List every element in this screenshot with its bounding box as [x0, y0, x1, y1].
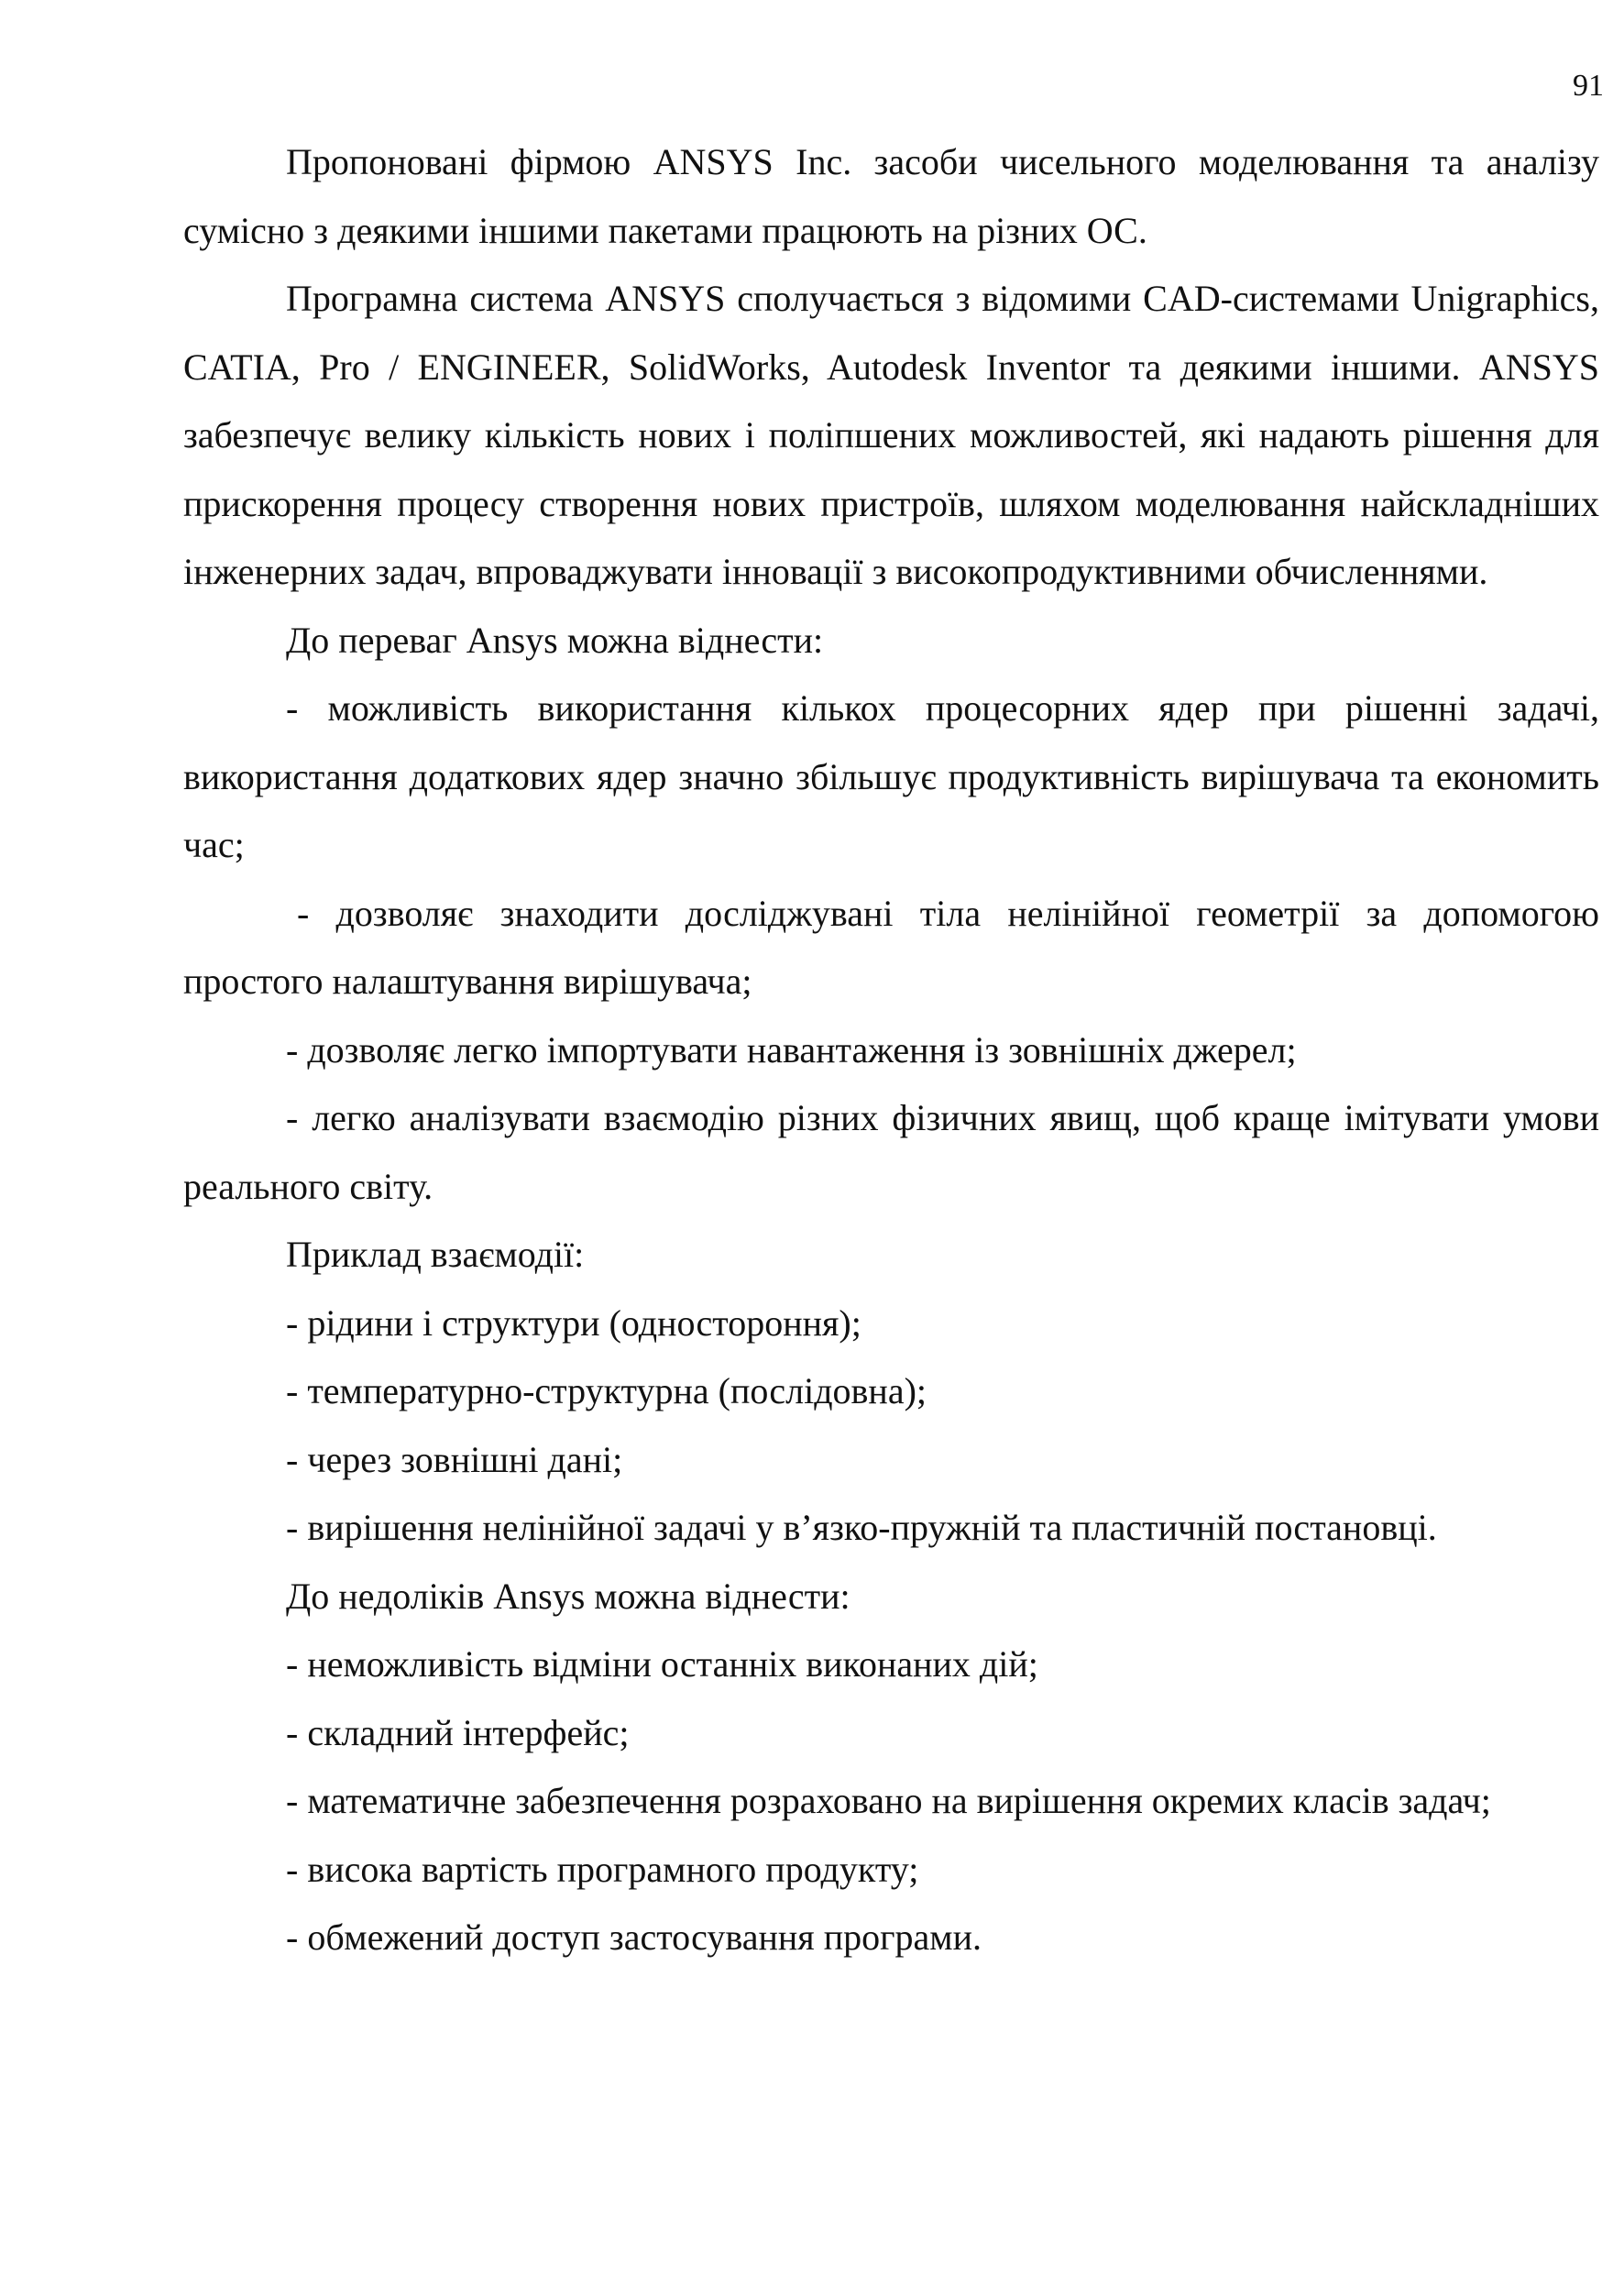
- paragraph-disadvantages-intro: До недоліків Ansys можна віднести:: [286, 1575, 850, 1617]
- paragraph-ansys-cad-integration: Програмна система ANSYS сполучається з відомими CAD-системами Unigraphics, CATIA, Pro / ENGINEER, SolidWorks, Autodesk Inventor та деякими іншими. ANSYS забезпечує велику кількість нових і поліпшених можливостей, які надають рішення для прискорення процесу створення нових пристроїв, шляхом моделювання найскладніших інженерних задач, впроваджувати інновації з високопродуктивними обчисленнями.: [183, 278, 1599, 592]
- list-item-interaction-nonlinear: - вирішення нелінійної задачі у в’язко-пружній та пластичній постановці.: [286, 1507, 1437, 1548]
- list-item-disadvantage-complex-interface: - складний інтерфейс;: [286, 1711, 630, 1753]
- page-number: 91: [1573, 69, 1604, 103]
- paragraph-advantages-intro: До переваг Ansys можна віднести:: [286, 619, 824, 661]
- list-item-disadvantage-no-undo: - неможливість відміни останніх виконаних дій;: [286, 1643, 1038, 1685]
- list-item-advantage-multicore: - можливість використання кількох процесорних ядер при рішенні задачі, використання додаткових ядер значно збільшує продуктивність вирішувача та економить час;: [183, 687, 1599, 865]
- list-item-disadvantage-specific-tasks: - математичне забезпечення розраховано на вирішення окремих класів задач;: [286, 1780, 1491, 1821]
- document-body: [183, 128, 1599, 1972]
- list-item-disadvantage-limited-access: - обмежений доступ застосування програми.: [286, 1916, 982, 1958]
- list-item-advantage-multiphysics: - легко аналізувати взаємодію різних фізичних явищ, щоб краще імітувати умови реального світу.: [183, 1097, 1599, 1207]
- list-item-interaction-external-data: - через зовнішні дані;: [286, 1438, 623, 1480]
- paragraph-interaction-example-intro: Приклад взаємодії:: [286, 1234, 585, 1275]
- list-item-disadvantage-high-cost: - висока вартість програмного продукту;: [286, 1848, 919, 1890]
- list-item-advantage-nonlinear-geometry: - дозволяє знаходити досліджувані тіла нелінійної геометрії за допомогою простого налаштування вирішувача;: [183, 892, 1599, 1002]
- paragraph-ansys-tools: Пропоновані фірмою ANSYS Inc. засоби чисельного моделювання та аналізу сумісно з деякими іншими пакетами працюють на різних ОС.: [183, 141, 1599, 251]
- list-item-interaction-fluid-structure: - рідини і структури (одностороння);: [286, 1301, 861, 1344]
- list-item-advantage-import-loads: - дозволяє легко імпортувати навантаження із зовнішніх джерел;: [286, 1028, 1297, 1071]
- list-item-interaction-thermal-structural: - температурно-структурна (послідовна);: [286, 1370, 927, 1411]
